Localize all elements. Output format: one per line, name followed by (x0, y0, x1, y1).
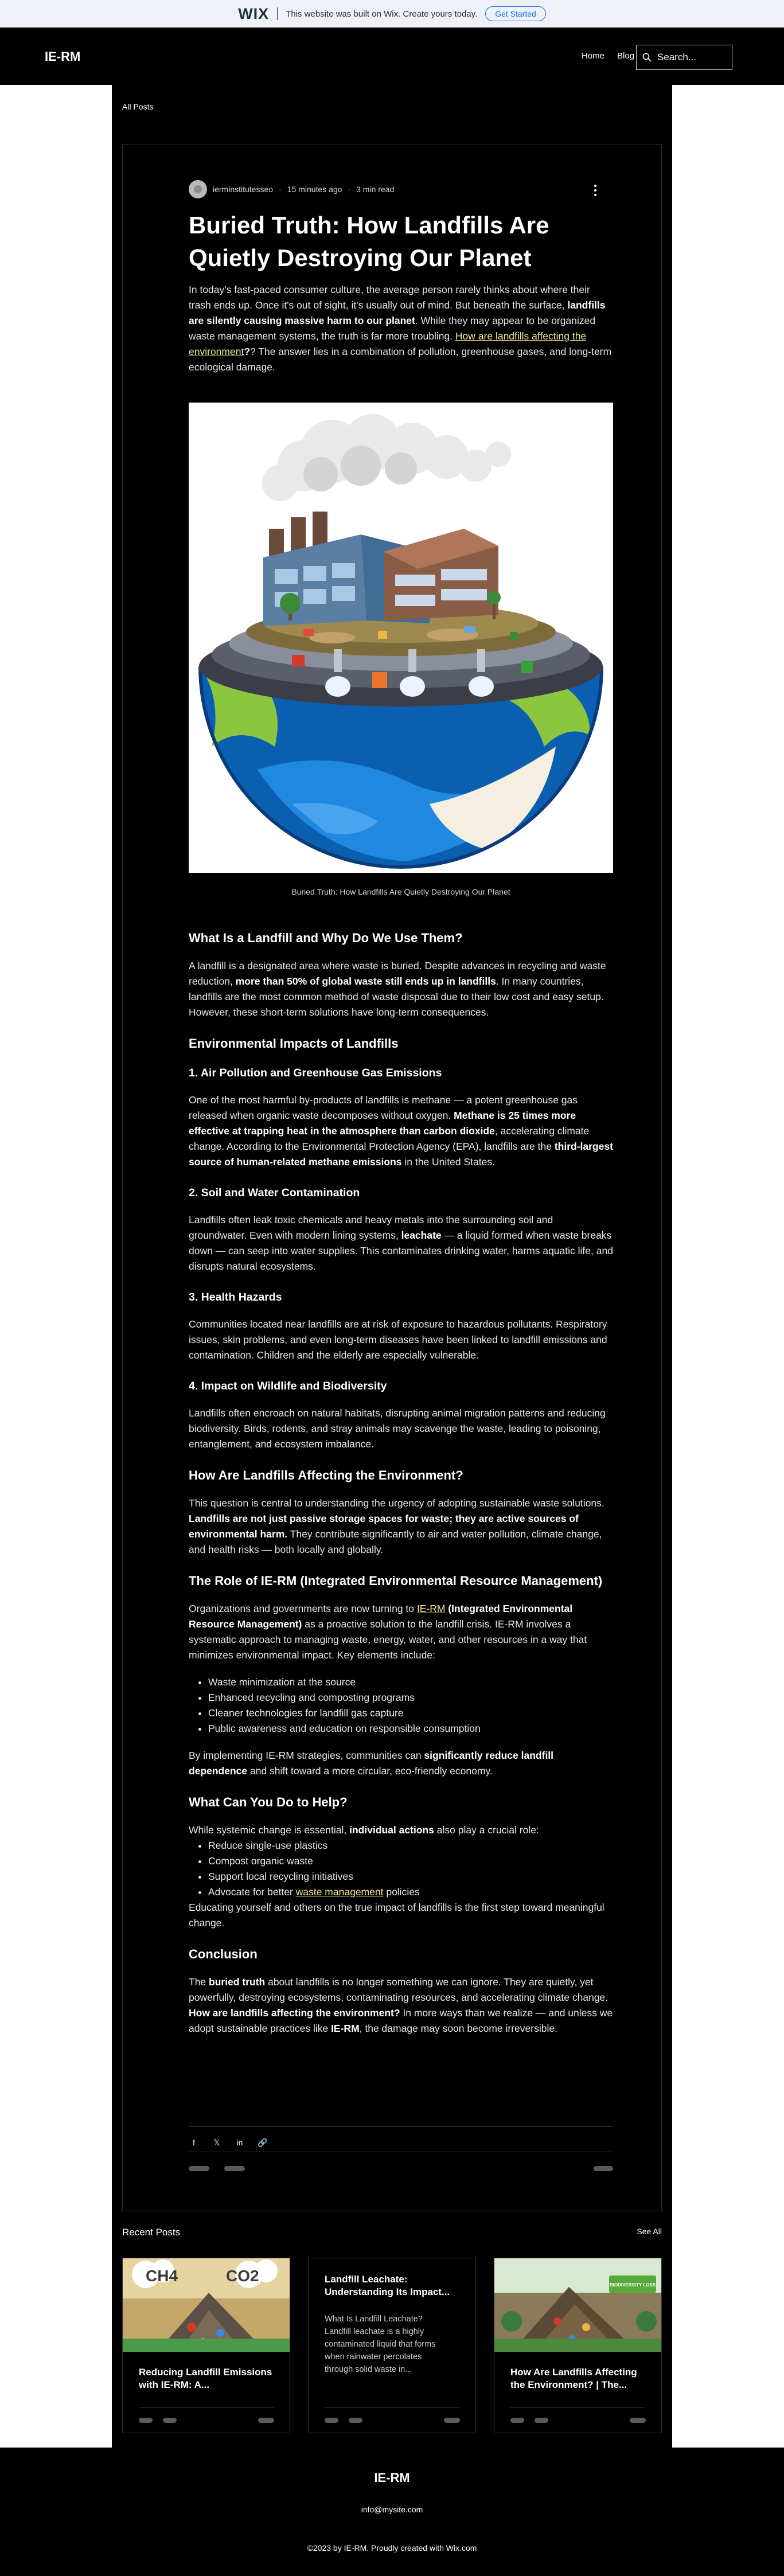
post-thumbnail[interactable] (123, 2258, 290, 2352)
meta-dot: · (279, 185, 282, 194)
see-all-link[interactable]: See All (637, 2227, 662, 2236)
list-item: • Enhanced recycling and composting programs (208, 1690, 613, 1705)
share-bar (189, 2126, 613, 2148)
recent-posts-header (122, 2227, 662, 2238)
views-placeholder (139, 2418, 153, 2423)
subsection-heading: 1. Air Pollution and Greenhouse Gas Emissions (189, 1067, 442, 1079)
recent-post-excerpt: What Is Landfill Leachate? Landfill leachate is a highly contaminated liquid that forms when rainwater percolates through solid waste in... (325, 2315, 436, 2374)
comments-placeholder (535, 2418, 548, 2423)
likes-placeholder[interactable] (258, 2418, 274, 2423)
paragraph: Educating yourself and others on the true impact of landfills is the first step toward meaningful change. (189, 1902, 604, 1929)
section-heading: Environmental Impacts of Landfills (189, 1036, 399, 1051)
site-logo[interactable]: IE-RM (45, 49, 81, 64)
footer-logo: IE-RM (374, 2470, 410, 2485)
card-divider (139, 2407, 274, 2408)
likes-placeholder[interactable] (444, 2418, 460, 2423)
paragraph: By implementing IE-RM strategies, communities can significantly reduce landfill dependence and shift toward a more circular, eco-friendly economy. (189, 1750, 554, 1777)
footer-email[interactable]: info@mysite.com (361, 2505, 423, 2514)
post-thumbnail[interactable] (494, 2258, 661, 2352)
ie-rm-link[interactable]: IE-RM (416, 1603, 446, 1614)
inline-link[interactable]: How are landfills affecting the environment (189, 330, 587, 357)
intro-paragraph: In today's fast-paced consumer culture, the average person rarely thinks about where their trash ends up. Once it's out of sight, it's usually out of mind. But beneath the surface, landfills are silently causing massive harm to our planet. While they may appear to be organized waste management systems, the truth is far more troubling. How are landfills affecting the environment?? The answer lies in a combination of pollution, greenhouse gases, and long-term ecological damage. (189, 284, 612, 373)
banner-divider (277, 7, 278, 20)
list-item: • Reduce single-use plastics (208, 1838, 613, 1853)
card-divider (510, 2407, 645, 2408)
post-card (122, 144, 662, 2211)
paragraph: One of the most harmful by-products of landfills is methane — a potent greenhouse gas released when organic waste decomposes without oxygen. Methane is 25 times more effective at trapping heat in the atmosphere than carbon dioxide, accelerating climate change. According to the Environmental Protection Agency (EPA), landfills are the third-largest source of human-related methane emissions in the United States. (189, 1094, 613, 1168)
comments-placeholder (224, 2166, 245, 2171)
biodiversity-badge: BIODIVERSITY LOSS (609, 2282, 656, 2288)
banner-text: This website was built on Wix. Create yours today. (286, 9, 478, 19)
section-heading: What Can You Do to Help? (189, 1795, 348, 1809)
comments-placeholder (163, 2418, 177, 2423)
nav-item-blog[interactable]: Blog (617, 51, 635, 61)
section-heading: Conclusion (189, 1947, 258, 1961)
paragraph: While systemic change is essential, individual actions also play a crucial role: (189, 1824, 539, 1836)
post-time: 15 minutes ago (287, 185, 342, 194)
wix-logo[interactable]: WIX (238, 5, 270, 22)
landfill-illustration (189, 403, 613, 873)
wix-banner (0, 0, 784, 28)
likes-placeholder[interactable] (630, 2418, 646, 2423)
footer-copyright: ©2023 by IE-RM. Proudly created with Wix.com (307, 2543, 477, 2552)
more-options-icon[interactable] (594, 185, 598, 196)
list-item: • Public awareness and education on responsible consumption (208, 1721, 613, 1736)
paragraph: A landfill is a designated area where waste is buried. Despite advances in recycling and waste reduction, more than 50% of global waste still ends up in landfills. In many countries, landfills are the most common method of waste disposal due to their low cost and easy setup. However, these short-term solutions have long-term consequences. (189, 960, 606, 1018)
recent-post-card[interactable] (122, 2258, 290, 2433)
facebook-share-icon[interactable]: f (193, 2138, 195, 2147)
list-item: • Cleaner technologies for landfill gas capture (208, 1705, 613, 1721)
section-heading: How Are Landfills Affecting the Environment? (189, 1468, 463, 1482)
views-placeholder (189, 2166, 209, 2171)
card-divider (325, 2407, 459, 2408)
search-placeholder: Search... (657, 52, 697, 63)
subsection-heading: 4. Impact on Wildlife and Biodiversity (189, 1380, 387, 1392)
paragraph: Landfills often encroach on natural habitats, disrupting animal migration patterns and reducing biodiversity. Birds, rodents, and stray animals may scavenge the waste, leading to poisoning, entanglement, and ecosystem imbalance. (189, 1407, 606, 1450)
paragraph: The buried truth about landfills is no longer something we can ignore. They are quietly, yet powerfully, destroying ecosystems, contaminating resources, and accelerating climate change. How are landfills affecting the environment? In more ways than we realize — and unless we adopt sustainable practices like IE-RM, the damage may soon become irreversible. (189, 1976, 613, 2034)
avatar[interactable] (189, 180, 207, 198)
site-header (0, 28, 784, 85)
section-heading: What Is a Landfill and Why Do We Use Them? (189, 931, 463, 945)
recent-post-title[interactable]: Reducing Landfill Emissions with IE-RM: A... (139, 2367, 272, 2390)
waste-management-link[interactable]: waste management (295, 1886, 384, 1898)
paragraph: Organizations and governments are now turning to IE-RM (Integrated Environmental Resource Management) as a proactive solution to the landfill crisis. IE-RM involves a systematic approach to managing waste, energy, water, and other resources in a way that minimizes environmental impact. Key elements include: (189, 1603, 587, 1661)
meta-dot: · (348, 185, 351, 194)
recent-post-card[interactable] (308, 2258, 476, 2433)
views-placeholder (510, 2418, 524, 2423)
views-placeholder (325, 2418, 338, 2423)
list-item: • Support local recycling initiatives (208, 1869, 613, 1884)
x-share-icon[interactable]: 𝕏 (213, 2137, 220, 2147)
list-item: • Waste minimization at the source (208, 1675, 613, 1690)
bullet-list (208, 1838, 613, 1900)
post-meta (189, 180, 394, 198)
list-item: • Compost organic waste (208, 1853, 613, 1869)
co2-label: CO2 (226, 2267, 259, 2285)
ch4-label: CH4 (146, 2267, 178, 2285)
likes-placeholder[interactable] (594, 2166, 613, 2171)
paragraph: This question is central to understanding the urgency of adopting sustainable waste solutions. Landfills are not just passive storage spaces for waste; they are active sources of environmental harm. They contribute significantly to air and water pollution, climate change, and health risks — both locally and globally. (189, 1497, 604, 1555)
author-name[interactable]: ierminstitutesseo (213, 185, 274, 194)
post-title: Buried Truth: How Landfills Are Quietly Destroying Our Planet (189, 212, 549, 271)
paragraph: Landfills often leak toxic chemicals and heavy metals into the surrounding soil and groundwater. Even with modern lining systems, leachate — a liquid formed when waste breaks down — can seep into water supplies. This contaminates drinking water, harms aquatic life, and disrupts natural ecosystems. (189, 1214, 613, 1272)
recent-posts-title: Recent Posts (122, 2227, 181, 2238)
image-caption: Buried Truth: How Landfills Are Quietly Destroying Our Planet (291, 887, 510, 896)
subsection-heading: 3. Health Hazards (189, 1291, 282, 1303)
read-time: 3 min read (356, 185, 395, 194)
recent-post-title[interactable]: How Are Landfills Affecting the Environment? | The... (510, 2367, 637, 2390)
hero-image (189, 403, 613, 873)
all-posts-link[interactable]: All Posts (122, 102, 154, 111)
site-footer (0, 2448, 784, 2576)
copy-link-icon[interactable]: 🔗 (258, 2137, 268, 2147)
main-nav (582, 51, 634, 61)
list-item: • Advocate for better waste management policies (208, 1884, 613, 1900)
get-started-button[interactable]: Get Started (485, 6, 546, 21)
recent-post-title[interactable]: Landfill Leachate: Understanding Its Impact... (325, 2274, 450, 2297)
linkedin-share-icon[interactable]: in (236, 2138, 243, 2147)
comments-placeholder (349, 2418, 362, 2423)
subsection-heading: 2. Soil and Water Contamination (189, 1186, 360, 1199)
search-input[interactable] (636, 45, 732, 70)
search-icon (642, 53, 652, 62)
bullet-list (208, 1675, 613, 1736)
nav-item-home[interactable]: Home (582, 51, 605, 61)
recent-post-card[interactable] (494, 2258, 662, 2433)
paragraph: Communities located near landfills are at risk of exposure to hazardous pollutants. Respiratory issues, skin problems, and even long-term diseases have been linked to landfill emissions and contamination. Children and the elderly are especially vulnerable. (189, 1318, 607, 1361)
article-body (189, 282, 613, 2036)
section-heading: The Role of IE-RM (Integrated Environmental Resource Management) (189, 1574, 603, 1588)
main-content (112, 85, 672, 2448)
